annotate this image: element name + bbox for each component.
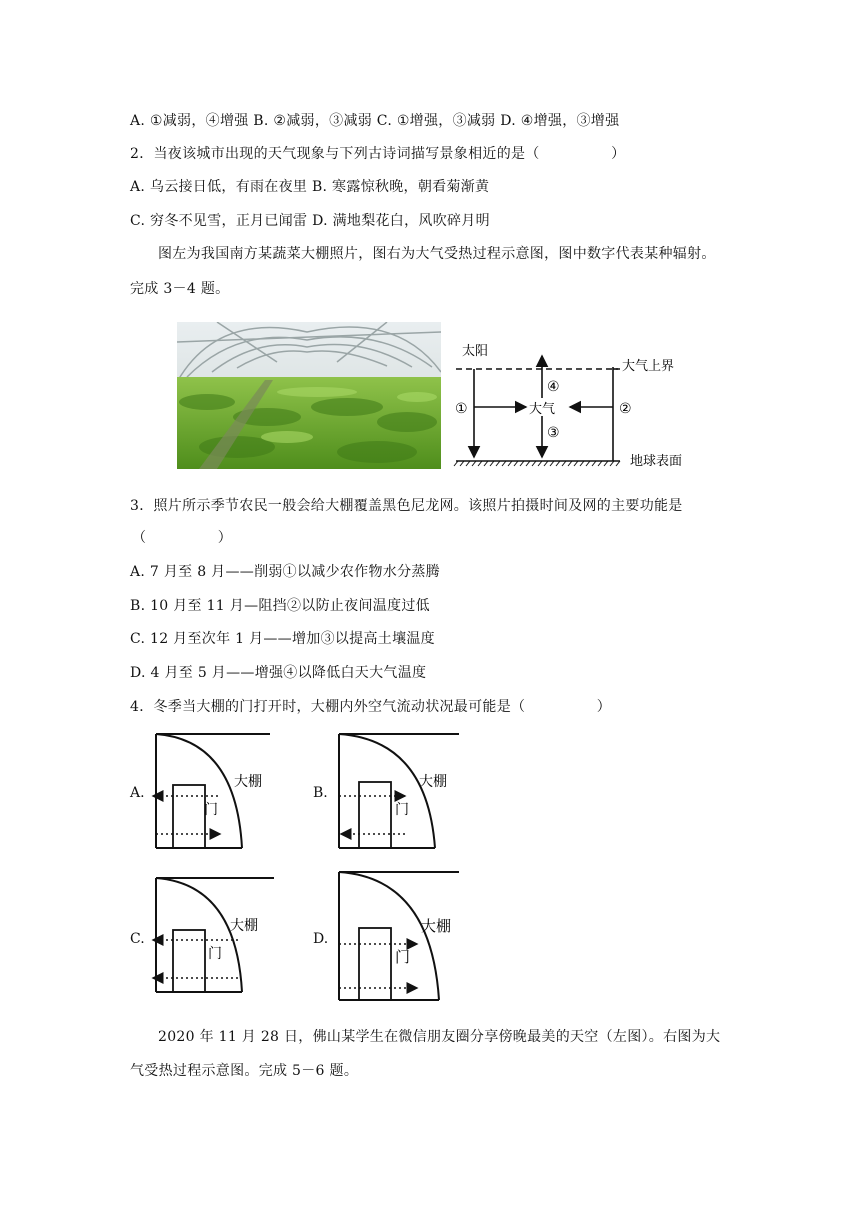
door-label: 门 <box>395 948 411 966</box>
atmosphere-label: 大气 <box>529 402 556 417</box>
greenhouse-photo <box>177 322 441 469</box>
q4-option-c-label: C. <box>130 931 145 947</box>
greenhouse-label: 大棚 <box>230 918 258 934</box>
q3-option-a: A. 7 月至 8 月——削弱①以减少农作物水分蒸腾 <box>130 564 440 580</box>
intro-56-line1: 2020 年 11 月 28 日，佛山某学生在微信朋友圈分享傍晚最美的天空（左图）。右图为大 <box>158 1029 721 1045</box>
q1-options: A. ①减弱，④增强 B. ②减弱，③减弱 C. ①增强，③减弱 D. ④增强，③增强 <box>130 113 620 129</box>
q4-option-b-label: B. <box>313 785 328 801</box>
greenhouse-label: 大棚 <box>419 774 447 790</box>
radiation-2-label: ② <box>619 401 632 417</box>
intro-34-line2: 完成 3－4 题。 <box>130 281 230 297</box>
earth-surface-label: 地球表面 <box>630 454 683 469</box>
greenhouse-diagram-c <box>148 874 308 1009</box>
q4-stem: 4．冬季当大棚的门打开时，大棚内外空气流动状况最可能是（ ） <box>130 699 612 715</box>
intro-56-line2: 气受热过程示意图。完成 5－6 题。 <box>130 1063 359 1079</box>
greenhouse-label: 大棚 <box>421 917 452 935</box>
radiation-1-label: ① <box>455 401 468 417</box>
radiation-3-label: ③ <box>547 425 560 441</box>
door-label: 门 <box>204 802 218 818</box>
door-label: 门 <box>208 946 222 962</box>
sun-label: 太阳 <box>462 344 489 359</box>
radiation-4-label: ④ <box>547 379 560 395</box>
q2-options-ab: A. 乌云接日低，有雨在夜里 B. 寒露惊秋晚，朝看菊渐黄 <box>130 179 490 195</box>
q2-stem: 2．当夜该城市出现的天气现象与下列古诗词描写景象相近的是（ ） <box>130 146 626 162</box>
q3-option-c: C. 12 月至次年 1 月——增加③以提高土壤温度 <box>130 631 435 647</box>
q2-options-cd: C. 穷冬不见雪，正月已闻雷 D. 满地梨花白，风吹碎月明 <box>130 213 490 229</box>
atmospheric-heating-diagram <box>450 330 700 475</box>
greenhouse-diagram-d <box>331 868 491 1003</box>
q4-option-a-label: A. <box>130 785 145 801</box>
q3-paren: （ ） <box>132 530 233 546</box>
q3-stem: 3．照片所示季节农民一般会给大棚覆盖黑色尼龙网。该照片拍摄时间及网的主要功能是 <box>130 498 683 514</box>
door-label: 门 <box>395 802 409 818</box>
intro-34-line1: 图左为我国南方某蔬菜大棚照片，图右为大气受热过程示意图，图中数字代表某种辐射。 <box>158 246 716 262</box>
q3-option-b: B. 10 月至 11 月—阻挡②以防止夜间温度过低 <box>130 598 430 614</box>
q4-option-d-label: D. <box>313 931 329 947</box>
greenhouse-diagram-a <box>148 730 308 865</box>
greenhouse-diagram-b <box>331 730 491 865</box>
q3-option-d: D. 4 月至 5 月——增强④以降低白天大气温度 <box>130 665 427 681</box>
greenhouse-label: 大棚 <box>234 774 262 790</box>
upper-atmosphere-label: 大气上界 <box>622 359 675 374</box>
